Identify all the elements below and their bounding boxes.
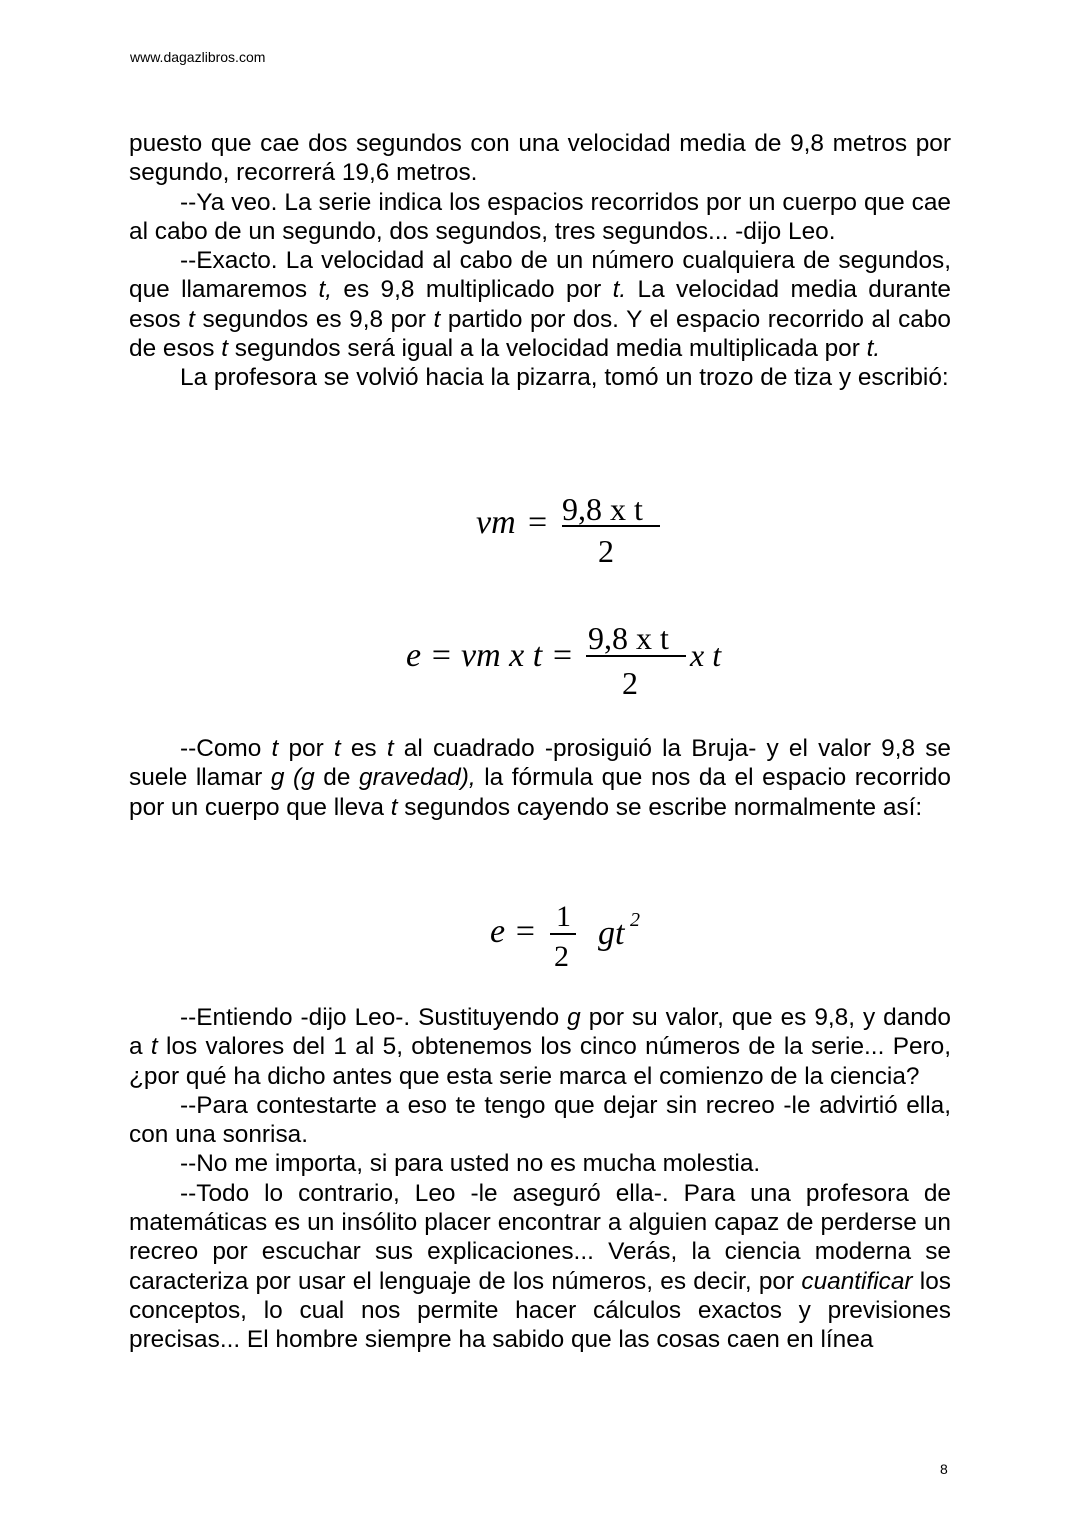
italic-variable: g (g [270, 764, 315, 792]
text-run: al cuadrado -prosiguió la Bruja- y el valor 9,8 se suele llamar [129, 735, 951, 792]
formula-equals: = [528, 504, 548, 541]
formula-rhs: x t [690, 637, 722, 673]
italic-variable: t [333, 735, 341, 762]
italic-variable: t, [318, 276, 333, 304]
text-run: es [340, 735, 387, 762]
text-run: segundos será igual a la velocidad media multiplicada por [228, 335, 867, 363]
header-url: www.dagazlibros.com [130, 49, 266, 65]
paragraph [129, 734, 951, 822]
italic-variable: t [433, 305, 441, 333]
formula-lhs: e = vm x t = [406, 637, 574, 674]
text-run: --Exacto. La velocidad al cabo de un número cualquiera de segundos, que llamaremos [129, 247, 951, 304]
paragraph [129, 246, 951, 363]
italic-variable: t [386, 735, 394, 762]
paragraph [129, 1179, 951, 1355]
italic-variable: t [150, 1033, 158, 1061]
italic-variable: gravedad), [359, 764, 476, 792]
text-run: segundos es 9,8 por [194, 305, 434, 333]
formula-exponent: 2 [630, 909, 640, 931]
text-run: por [278, 735, 334, 762]
formula-denominator: 2 [598, 533, 614, 568]
italic-variable: g [567, 1004, 581, 1031]
paragraph [129, 1003, 951, 1091]
text-run: segundos cayendo se escribe normalmente así: [397, 793, 923, 821]
formula-denominator: 2 [622, 665, 638, 698]
formula-lhs: e = [490, 913, 537, 950]
italic-variable: t [221, 335, 228, 363]
formula-numerator: 9,8 x t [562, 491, 643, 527]
formula-numerator: 9,8 x t [588, 620, 669, 656]
formula-mean-velocity [470, 488, 670, 568]
italic-word: cuantificar [801, 1267, 913, 1295]
paragraph: puesto que cae dos segundos con una velocidad media de 9,8 metros por segundo, recorrerá 19,6 metros. [129, 130, 951, 187]
text-run: la fórmula que nos da el espacio recorrido por un cuerpo que lleva [129, 764, 951, 821]
text-block-top [129, 129, 951, 393]
italic-variable: t [188, 305, 195, 333]
italic-variable: t [390, 793, 398, 821]
formula-numerator: 1 [556, 900, 571, 933]
formula-rhs: gt [598, 915, 625, 952]
text-run: los valores del 1 al 5, obtenemos los cinco números de la serie... Pero, ¿por qué ha dicho antes que esta serie marca el comienzo de la ciencia? [129, 1033, 951, 1090]
italic-variable: t. [866, 335, 881, 363]
page-number: 8 [940, 1461, 948, 1477]
text-run: de [314, 764, 360, 792]
text-run: --Todo lo contrario, Leo -le aseguró ella-. Para una profesora de matemáticas es un insólito placer encontrar a alguien capaz de perderse un recreo por escuchar sus explicaciones... Verás, la ciencia moderna se caracteriza por usar el lenguaje de los números, es decir, por [129, 1179, 951, 1295]
formula-lhs: vm [476, 504, 516, 541]
text-run: por su valor, que es 9,8, y dando a [129, 1004, 951, 1061]
paragraph: --No me importa, si para usted no es mucha molestia. [180, 1150, 761, 1178]
text-run: los conceptos, lo cual nos permite hacer cálculos exactos y previsiones precisas... El hombre siempre ha sabido que las cosas caen en línea [129, 1267, 951, 1354]
paragraph: --Para contestarte a eso te tengo que dejar sin recreo -le advirtió ella, con una sonrisa. [129, 1091, 951, 1149]
formula-distance [400, 616, 740, 698]
text-block-bottom [129, 1003, 951, 1355]
text-run: --Como [180, 735, 272, 762]
text-run: es 9,8 multiplicado por [332, 276, 613, 304]
text-run: --Entiendo -dijo Leo-. Sustituyendo [180, 1004, 568, 1031]
italic-variable: t [271, 735, 279, 762]
text-run: La velocidad media durante esos [129, 276, 951, 333]
italic-variable: t. [612, 276, 627, 304]
formula-denominator: 2 [554, 940, 569, 972]
paragraph: --Ya veo. La serie indica los espacios recorridos por un cuerpo que cae al cabo de un segundo, dos segundos, tres segundos... -dijo Leo. [129, 188, 951, 245]
formula-free-fall [484, 896, 654, 972]
text-run: partido por dos. Y el espacio recorrido al cabo de esos [129, 305, 951, 363]
text-block-mid [129, 734, 951, 822]
paragraph: La profesora se volvió hacia la pizarra, tomó un trozo de tiza y escribió: [180, 364, 949, 392]
